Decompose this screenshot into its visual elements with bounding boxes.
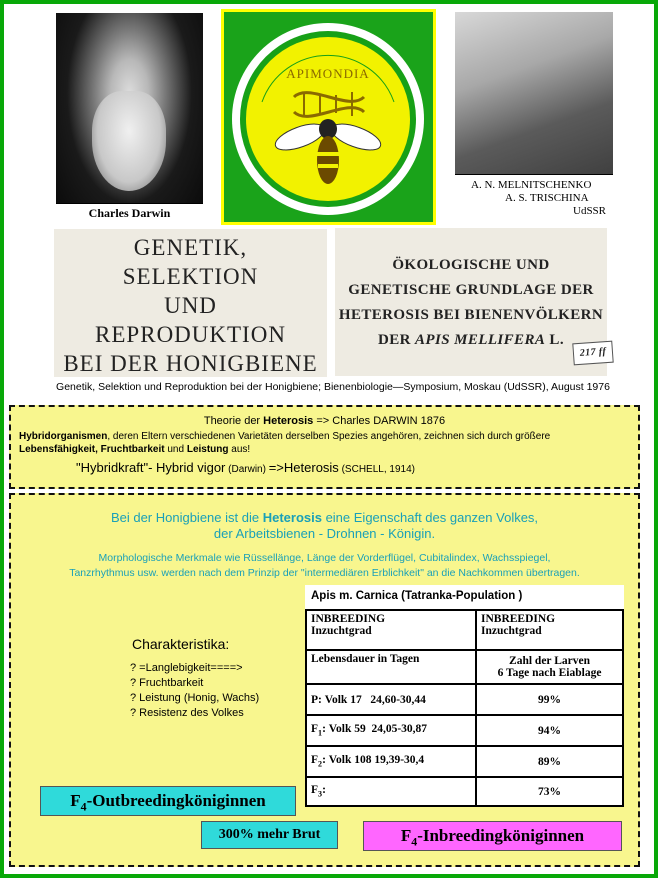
- morphological-traits-text: Morphologische Merkmale wie Rüssellänge, Länge der Vorderflügel, Cubitalindex, Wachsspiegel, Tanzrhythmus usw. werden nach dem Prinzip der "intermediären Erblichkeit" an die Nachkommen übertragen.: [69, 552, 580, 579]
- darwin-portrait: [56, 13, 203, 223]
- hybrid-paragraph: Hybridorganismen, deren Eltern verschiedenen Varietäten derselben Spezies angehören, zeichnen sich durch größere Lebensfähigkeit, Fruchtbarkeit und Leistung aus!: [19, 431, 551, 455]
- book-title-oekologische: ÖKOLOGISCHE UND GENETISCHE GRUNDLAGE DER HETEROSIS BEI BIENENVÖLKERN DER APIS MELLIFERA L. 217 ff: [335, 228, 607, 376]
- honeybee-heterosis-heading: Bei der Honigbiene ist die Heterosis eine Eigenschaft des ganzen Volkes, der Arbeitsbienen - Drohnen - Königin.: [110, 510, 539, 541]
- apimondia-emblem-icon: [224, 12, 433, 222]
- apimondia-text: APIMONDIA: [286, 66, 370, 81]
- table-heading: Apis m. Carnica (Tatranka-Population ): [305, 585, 624, 609]
- charakteristika-title: Charakteristika:: [132, 636, 230, 652]
- list-item: ? =Langlebigkeit====>: [130, 662, 243, 674]
- table-row: $F_3$: 73%: [306, 777, 623, 806]
- table-col1-subheader: Lebensdauer in Tagen: [306, 650, 476, 684]
- outbreeding-queens-label: $F_4$-Outbreedingköniginnen: [40, 786, 296, 816]
- darwin-beard-shape: [92, 91, 166, 191]
- source-citation: Genetik, Selektion und Reproduktion bei der Honigbiene; Bienenbiologie—Symposium, Moskau (UdSSR), August 1976: [56, 381, 610, 393]
- list-item: ? Leistung (Honig, Wachs): [130, 692, 260, 704]
- page-stamp: 217 ff: [572, 341, 613, 366]
- hybrid-vigor-line: "Hybridkraft"- Hybrid vigor (Darwin) =>Heterosis (SCHELL, 1914): [76, 460, 415, 475]
- apimondia-logo: [221, 9, 436, 225]
- heterosis-theory-box: [9, 405, 640, 489]
- table-col2-title: INBREEDING Inzuchtgrad: [476, 610, 623, 650]
- table-row: P: Volk 17 24,60-30,44 99%: [306, 684, 623, 715]
- more-brood-label: 300% mehr Brut: [201, 821, 338, 849]
- charakteristika-list: [130, 661, 259, 721]
- table-col1-title: INBREEDING Inzuchtgrad: [306, 610, 476, 650]
- book2-last-line: DER APIS MELLIFERA L.: [378, 332, 564, 348]
- melnitschenko-portrait: [455, 12, 613, 222]
- melnitschenko-caption: A. N. MELNITSCHENKO A. S. TRISCHINA UdSSR: [455, 174, 613, 222]
- heterosis-theory-title: Theorie der Heterosis => Charles DARWIN 1876: [203, 415, 446, 427]
- darwin-caption: Charles Darwin: [56, 203, 203, 223]
- table-col2-subheader: Zahl der Larven 6 Tage nach Eiablage: [476, 650, 623, 684]
- inbreeding-table: [305, 609, 624, 807]
- book-title-genetik: GENETIK, SELEKTION UND REPRODUKTION BEI DER HONIGBIENE: [54, 229, 327, 377]
- list-item: ? Resistenz des Volkes: [130, 707, 244, 719]
- list-item: ? Fruchtbarkeit: [130, 677, 204, 689]
- inbreeding-queens-label: $F_4$-Inbreedingköniginnen: [363, 821, 622, 851]
- table-row: $F_1$: Volk 59 24,05-30,87 94%: [306, 715, 623, 746]
- table-row: $F_2$: Volk 108 19,39-30,4 89%: [306, 746, 623, 777]
